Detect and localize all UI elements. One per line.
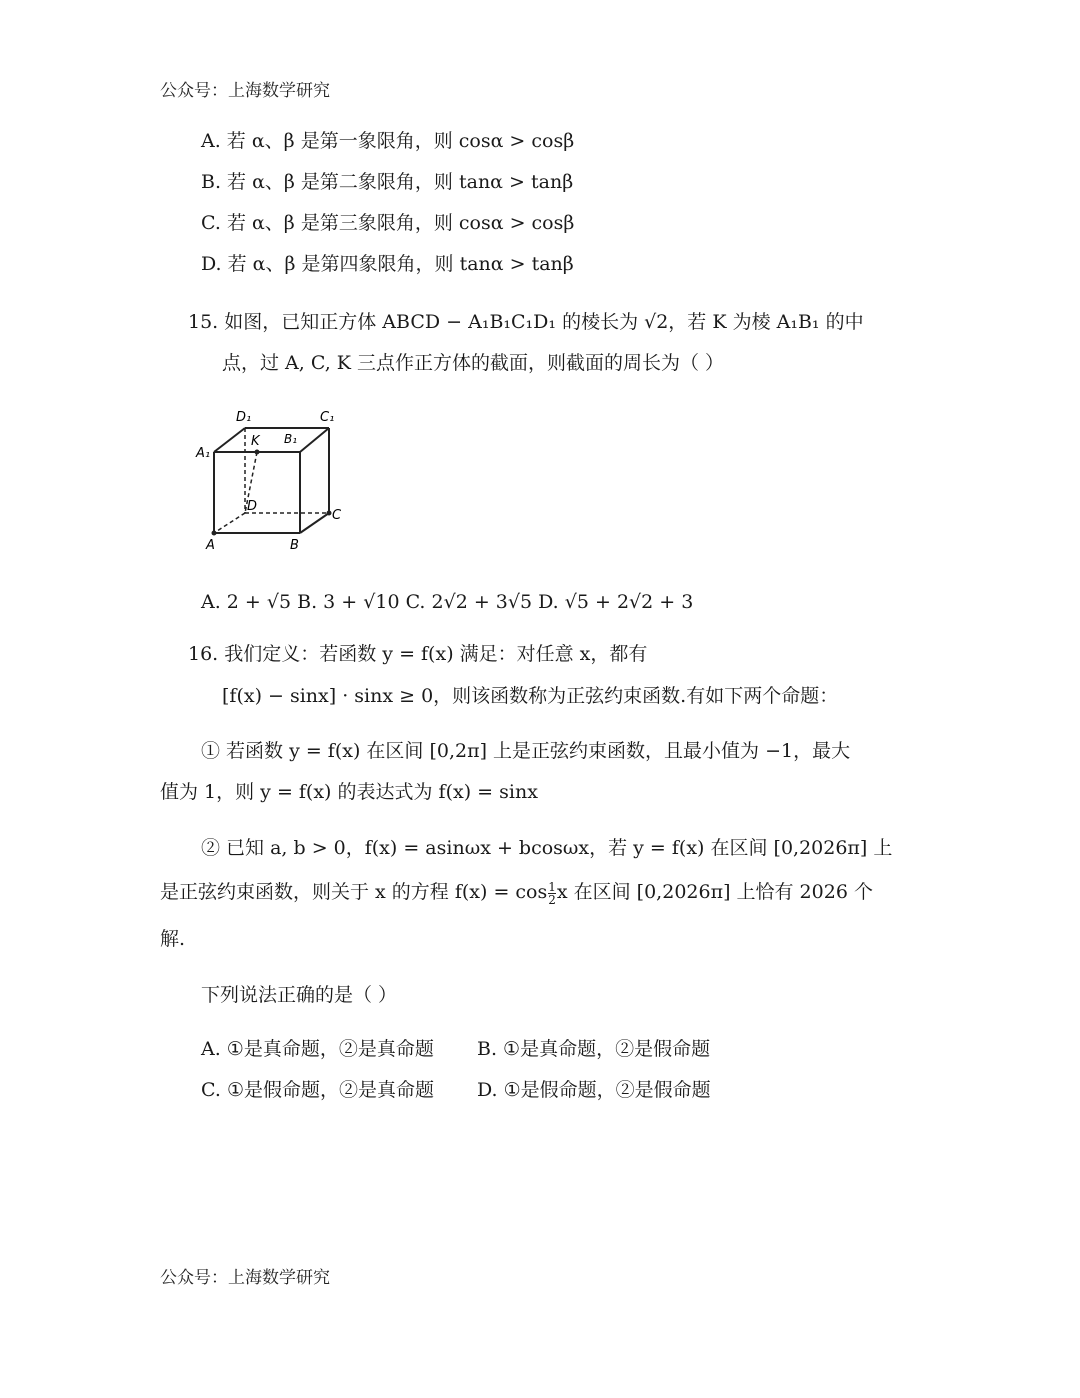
label-c1: C₁ (320, 410, 335, 425)
p2-line2-pre: 是正弦约束函数，则关于 x 的方程 f(x) = cos (160, 881, 548, 903)
q14-option-a: A. 若 α、β 是第一象限角，则 cosα > cosβ (201, 130, 575, 152)
label-a: A (206, 538, 215, 553)
q16-stem-line2: [f(x) − sinx] · sinx ≥ 0，则该函数称为正弦约束函数.有如下两个命题： (222, 685, 839, 707)
fraction-one-half (548, 881, 556, 906)
q14-option-b: B. 若 α、β 是第二象限角，则 tanα > tanβ (201, 171, 574, 193)
label-a1: A₁ (196, 446, 211, 461)
page-header: 公众号：上海数学研究 (160, 81, 330, 101)
q16-proposition2-line1: ② 已知 a, b > 0，f(x) = asinωx + bcosωx，若 y = f(x) 在区间 [0,2026π] 上 (201, 837, 893, 859)
q15-stem-line1: 15. 如图，已知正方体 ABCD − A₁B₁C₁D₁ 的棱长为 √2，若 K 为棱 A₁B₁ 的中 (188, 311, 864, 333)
label-b: B (290, 538, 299, 553)
q16-proposition1-line2: 值为 1，则 y = f(x) 的表达式为 f(x) = sinx (160, 781, 538, 803)
q16-proposition2-line2 (160, 879, 873, 906)
label-c: C (332, 508, 342, 523)
q16-option-d: D. ①是假命题，②是假命题 (477, 1079, 711, 1101)
q16-prompt: 下列说法正确的是（ ） (201, 984, 398, 1006)
q15-stem-line2: 点，过 A, C, K 三点作正方体的截面，则截面的周长为（ ） (222, 352, 725, 374)
q15-options: A. 2 + √5 B. 3 + √10 C. 2√2 + 3√5 D. √5 + 2√2 + 3 (201, 591, 694, 613)
q14-option-c: C. 若 α、β 是第三象限角，则 cosα > cosβ (201, 212, 575, 234)
frac-numerator: 1 (548, 879, 556, 894)
q16-proposition1-line1: ① 若函数 y = f(x) 在区间 [0,2π] 上是正弦约束函数，且最小值为 −1，最大 (201, 740, 851, 762)
q16-option-c: C. ①是假命题，②是真命题 (201, 1079, 434, 1101)
label-b1: B₁ (284, 432, 298, 446)
label-k: K (251, 434, 260, 449)
q16-option-a: A. ①是真命题，②是真命题 (201, 1038, 434, 1060)
page-footer: 公众号：上海数学研究 (160, 1268, 330, 1288)
q16-stem-line1: 16. 我们定义：若函数 y = f(x) 满足：对任意 x，都有 (188, 643, 648, 665)
q16-proposition2-line3: 解. (160, 928, 186, 950)
label-d1: D₁ (236, 410, 252, 425)
q16-option-b: B. ①是真命题，②是假命题 (477, 1038, 711, 1060)
cube-figure (190, 405, 360, 555)
label-d: D (247, 499, 258, 514)
frac-denominator: 2 (548, 892, 556, 907)
p2-line2-post: x 在区间 [0,2026π] 上恰有 2026 个 (556, 881, 873, 903)
q14-option-d: D. 若 α、β 是第四象限角，则 tanα > tanβ (201, 253, 574, 275)
